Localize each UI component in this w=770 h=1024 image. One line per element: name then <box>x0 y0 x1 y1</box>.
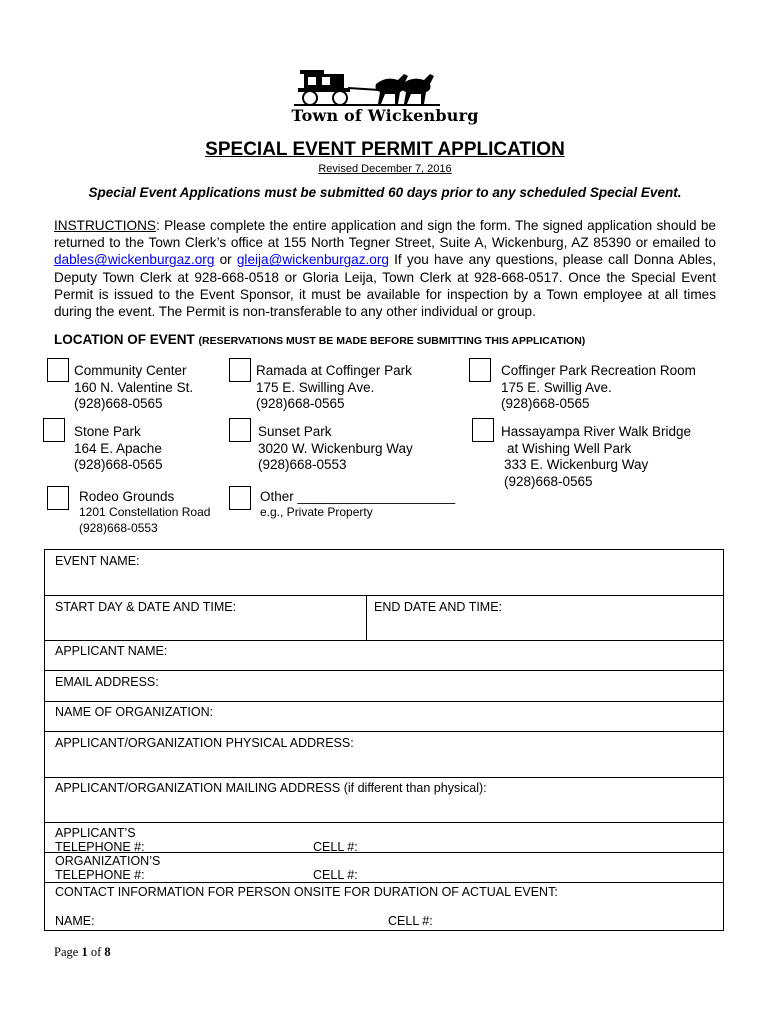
location-heading-title: LOCATION OF EVENT <box>54 332 195 347</box>
location-address: 160 N. Valentine St. <box>74 379 194 395</box>
form-divider <box>45 882 723 883</box>
location-sunset-park <box>258 424 413 474</box>
location-other <box>260 489 455 506</box>
applicant-telephone-label-2: TELEPHONE #: <box>55 840 145 854</box>
checkbox-community-center[interactable] <box>47 358 69 382</box>
location-address: 175 E. Swilling Ave. <box>256 379 375 395</box>
revised-date: Revised December 7, 2016 <box>318 163 452 175</box>
location-name: Community Center <box>74 363 187 378</box>
form-divider <box>45 670 723 671</box>
location-phone: (928)668-0565 <box>504 473 593 489</box>
form-divider <box>366 595 367 640</box>
location-name: Ramada at Coffinger Park <box>256 363 412 378</box>
applicant-cell-field[interactable]: CELL #: <box>313 840 358 854</box>
location-rodeo-grounds <box>79 489 174 506</box>
instructions-text-3: If you have any questions, please call Donna Ables, Deputy Town Clerk at 928-668-0518 or Gloria Leija, Town Clerk at 928-668-0517. Once the Special Event Permit is issued to the Event Sponsor, it must be available for inspection by a Town employee at all times during the event. The Permit is non-transferable to any other individual or group. <box>54 252 717 320</box>
location-phone: (928)668-0565 <box>501 396 590 412</box>
submission-notice: Special Event Applications must be submitted 60 days prior to any scheduled Special Event. <box>88 185 682 200</box>
instructions <box>54 217 716 320</box>
applicant-telephone-field[interactable] <box>55 826 145 854</box>
checkbox-ramada-coffinger[interactable] <box>229 358 251 382</box>
location-other-hint: e.g., Private Property <box>260 505 373 519</box>
location-heading <box>54 332 585 347</box>
location-coffinger-rec-room <box>501 363 696 413</box>
form-divider <box>45 777 723 778</box>
location-other-label: Other _____________________ <box>260 489 456 504</box>
location-rodeo-details <box>79 505 210 536</box>
checkbox-rodeo-grounds[interactable] <box>47 486 69 510</box>
location-name: Hassayampa River Walk Bridge <box>501 424 692 439</box>
application-form <box>44 549 724 931</box>
onsite-cell-field[interactable]: CELL #: <box>388 914 433 928</box>
form-divider <box>45 595 723 596</box>
physical-address-field[interactable]: APPLICANT/ORGANIZATION PHYSICAL ADDRESS: <box>55 736 354 750</box>
email-link-gleija[interactable]: gleija@wickenburgaz.org <box>236 252 389 268</box>
location-phone: (928)668-0565 <box>256 396 345 412</box>
organization-telephone-label-1: ORGANIZATION’S <box>55 854 161 868</box>
end-date-field[interactable]: END DATE AND TIME: <box>374 600 503 614</box>
organization-cell-field[interactable]: CELL #: <box>313 868 358 882</box>
checkbox-other[interactable] <box>229 486 251 510</box>
location-address: 1201 Constellation Road <box>79 505 211 519</box>
location-phone: (928)668-0565 <box>74 457 163 473</box>
total-pages: 8 <box>104 945 111 959</box>
onsite-contact-heading: CONTACT INFORMATION FOR PERSON ONSITE FOR DURATION OF ACTUAL EVENT: <box>55 885 558 899</box>
form-divider <box>45 640 723 641</box>
location-community-center <box>74 363 193 413</box>
checkbox-stone-park[interactable] <box>43 418 65 442</box>
location-hassayampa-bridge <box>501 424 691 490</box>
form-divider <box>45 822 723 823</box>
location-address: at Wishing Well Park <box>507 440 632 456</box>
location-name: Stone Park <box>74 424 141 439</box>
instructions-text-2: or <box>214 252 237 268</box>
event-name-field[interactable]: EVENT NAME: <box>55 554 140 568</box>
location-address: 164 E. Apache <box>74 440 162 456</box>
location-other-example <box>260 505 373 521</box>
location-phone: (928)668-0565 <box>74 396 163 412</box>
email-link-dables[interactable]: dables@wickenburgaz.org <box>54 252 215 268</box>
page-number <box>54 945 111 960</box>
page-title: SPECIAL EVENT PERMIT APPLICATION <box>205 139 565 160</box>
checkbox-coffinger-rec-room[interactable] <box>469 358 491 382</box>
location-address: 3020 W. Wickenburg Way <box>258 440 413 456</box>
town-logo <box>290 64 490 130</box>
applicant-name-field[interactable]: APPLICANT NAME: <box>55 644 168 658</box>
organization-name-field[interactable]: NAME OF ORGANIZATION: <box>55 705 214 719</box>
organization-telephone-field[interactable] <box>55 854 160 882</box>
page-of: of <box>87 945 105 959</box>
instructions-text-1: : Please complete the entire application and sign the form. The signed application should be returned to the Town Clerk’s office at 155 North Tegner Street, Suite A, Wickenburg, AZ 85390 or emailed to <box>54 218 716 251</box>
logo-text: Town of Wickenburg <box>291 106 479 125</box>
mailing-address-field[interactable]: APPLICANT/ORGANIZATION MAILING ADDRESS (if different than physical): <box>55 781 487 795</box>
current-page: 1 <box>81 945 88 959</box>
location-ramada-coffinger <box>256 363 412 413</box>
email-address-field[interactable]: EMAIL ADDRESS: <box>55 675 159 689</box>
page-label: Page <box>54 945 82 959</box>
location-name: Sunset Park <box>258 424 332 439</box>
checkbox-hassayampa-bridge[interactable] <box>472 418 494 442</box>
location-phone: (928)668-0553 <box>258 457 347 473</box>
applicant-telephone-label-1: APPLICANT’S <box>55 826 136 840</box>
location-name: Rodeo Grounds <box>79 489 175 504</box>
form-divider <box>45 852 723 853</box>
location-name: Coffinger Park Recreation Room <box>501 363 696 378</box>
stagecoach-icon <box>290 64 490 108</box>
onsite-name-field[interactable]: NAME: <box>55 914 95 928</box>
checkbox-sunset-park[interactable] <box>229 418 251 442</box>
location-address: 175 E. Swillig Ave. <box>501 379 612 395</box>
form-divider <box>45 731 723 732</box>
form-divider <box>45 701 723 702</box>
location-stone-park <box>74 424 163 474</box>
organization-telephone-label-2: TELEPHONE #: <box>55 868 145 882</box>
instructions-label: INSTRUCTIONS <box>54 218 156 233</box>
location-address-2: 333 E. Wickenburg Way <box>504 457 649 473</box>
start-date-field[interactable]: START DAY & DATE AND TIME: <box>55 600 237 614</box>
location-heading-note: (RESERVATIONS MUST BE MADE BEFORE SUBMITTING THIS APPLICATION) <box>198 335 586 347</box>
location-phone: (928)668-0553 <box>79 520 158 535</box>
